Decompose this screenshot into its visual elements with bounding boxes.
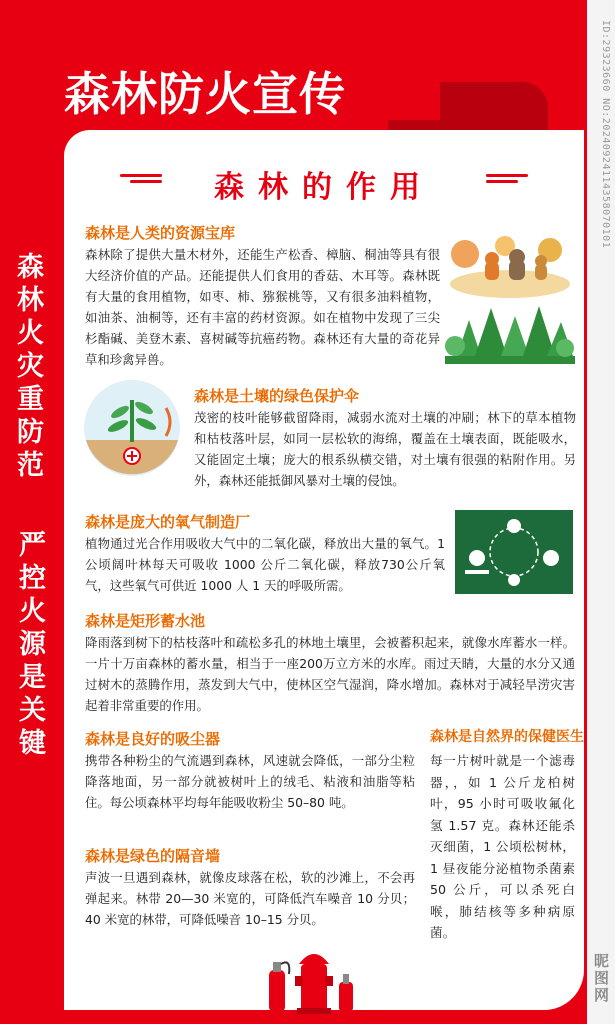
body-dust-collector: 携带各种粉尘的气流遇到森林，风速就会降低，一部分尘粒降落地面，另一部分就被树叶上的绒毛、粘液和油脂等粘住。每公顷森林平均每年能吸收粉尘 50–80 吨。 <box>85 753 415 810</box>
heading-resource-treasury: 森林是人类的资源宝库 <box>85 224 236 242</box>
section-title: 森林的作用 <box>214 170 434 205</box>
title-decoration-right <box>486 174 528 188</box>
side-slogan-left: 森林火灾重防范 <box>12 252 43 483</box>
body-health-doctor: 每一片树叶就是一个滤毒器，，如 1 公斤龙柏树叶，95 小时可吸收氟化氢 1.57 克。森林还能杀灭细菌，1 公顷松树林，1 昼夜能分泌植物杀菌素 50 公斤，可以杀死白喉，肺结核等多种病原菌。 <box>430 753 575 940</box>
watermark-id-text: ID:29323660 NO:20240924114358070101 <box>600 20 611 249</box>
heading-sound-wall: 森林是绿色的隔音墙 <box>85 847 221 865</box>
plant-soil-illustration <box>82 378 182 478</box>
body-oxygen-factory: 植物通过光合作用吸收大气中的二氧化碳，释放出大量的氧气。1 公顷阔叶林每天可吸收 1000 公斤二氧化碳，释放730公斤氧气，这些氧气可供近 1000 人 1 天的呼吸所需。 <box>85 536 445 593</box>
animals-illustration <box>445 232 575 302</box>
fire-hydrant-extinguisher-icon <box>265 940 361 1018</box>
body-water-reservoir: 降雨落到树下的枯枝落叶和疏松多孔的林地土壤里，会被蓄积起来，就像水库蓄水一样。一片十万亩森林的蓄水量，相当于一座200万立方米的水库。雨过天睛，大量的水分又通过树木的蒸腾作用，蒸发到大气中，使林区空气湿润，降水增加。森林对于减轻旱涝灾害起着非常重要的作用。 <box>85 635 575 713</box>
watermark-logo: 昵图网 <box>592 953 610 1004</box>
page-title: 森林防火宣传 <box>64 67 346 121</box>
side-slogan-right: 严控火源是关键 <box>14 530 45 761</box>
heading-oxygen-factory: 森林是庞大的氧气制造厂 <box>85 513 251 531</box>
section-title-bar <box>64 160 584 204</box>
heading-soil-umbrella: 森林是土壤的绿色保护伞 <box>194 387 360 405</box>
heading-dust-collector: 森林是良好的吸尘器 <box>85 730 221 748</box>
body-resource-treasury: 森林除了提供大量木材外，还能生产松香、樟脑、桐油等具有很大经济价值的产品。还能提供人们食用的香菇、木耳等。森林既有大量的食用植物，如枣、柿、猕猴桃等，又有很多油料植物，如油茶、油桐等，还有丰富的药材资源。如在植物中发现了三尖杉酯碱、美登木素、喜树碱等抗癌药物。森林还有大量的奇花异草和珍禽异兽。 <box>85 247 440 367</box>
forest-illustration <box>445 302 575 364</box>
body-soil-umbrella: 茂密的枝叶能够截留降雨，减弱水流对土壤的冲刷；林下的草本植物和枯枝落叶层，如同一层松软的海绵，覆盖在土壤表面，既能吸水，又能固定土壤；庞大的根系纵横交错，对土壤有很强的粘附作用。另外，森林还能抵御风暴对土壤的侵蚀。 <box>194 410 576 488</box>
heading-water-reservoir: 森林是矩形蓄水池 <box>85 612 206 630</box>
body-sound-wall: 声波一旦遇到森林，就像皮球落在松，软的沙滩上，不会再弹起来。林带 20—30 米宽的，可降低汽车噪音 10 分贝；40 米宽的林带，可降低噪音 10–15 分贝。 <box>85 870 415 927</box>
photosynthesis-diagram <box>455 510 573 594</box>
heading-health-doctor: 森林是自然界的保健医生 <box>430 729 584 745</box>
watermark-strip <box>587 0 615 1024</box>
